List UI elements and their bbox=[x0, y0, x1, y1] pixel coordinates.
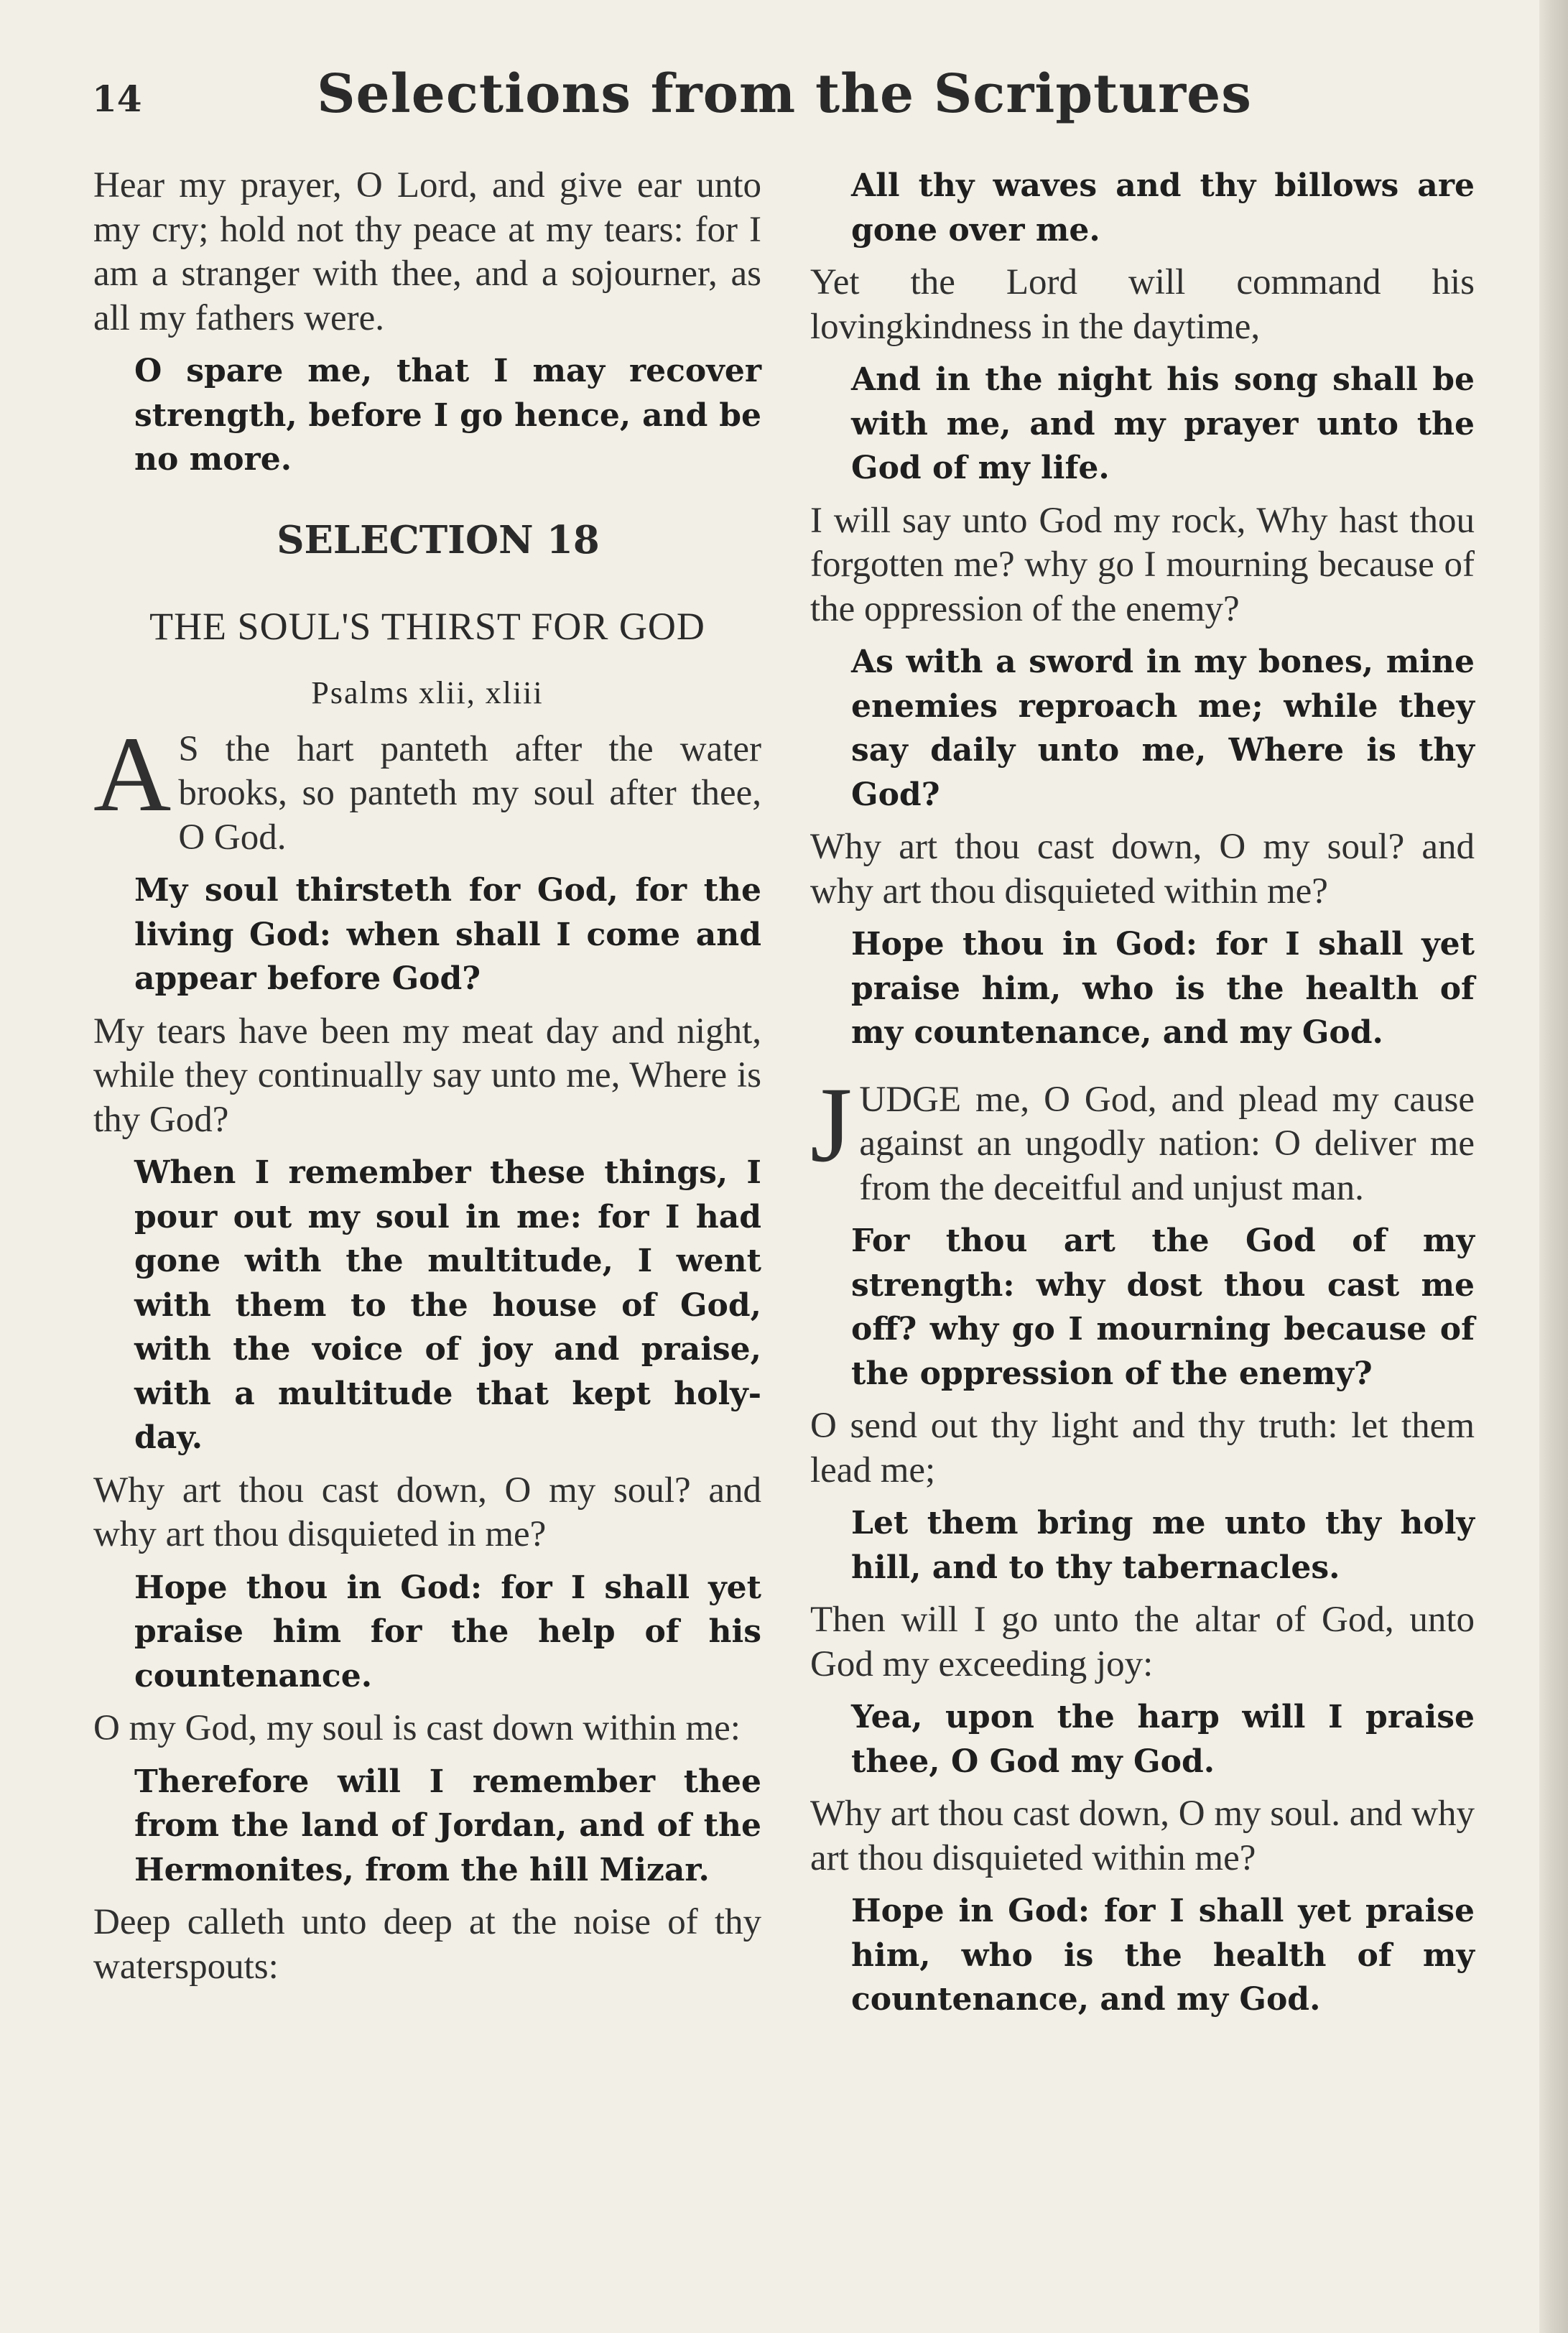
verse-plain: Yet the Lord will command his lovingkindness in the daytime, bbox=[810, 262, 1475, 347]
verse-response: Hope in God: for I shall yet praise him, who is the health of my countenance, and my God. bbox=[851, 1893, 1475, 2018]
verse-opening bbox=[810, 1065, 1475, 1211]
verse-plain: O my God, my soul is cast down within me: bbox=[93, 1708, 741, 1748]
verse-plain: Why art thou cast down, O my soul? and why art thou disquieted within me? bbox=[810, 827, 1475, 912]
verse-opening bbox=[93, 714, 761, 861]
selection-heading: SELECTION 18 bbox=[277, 517, 600, 562]
left-column bbox=[93, 164, 761, 1998]
verse-plain: Why art thou cast down, O my soul? and why art thou disquieted in me? bbox=[93, 1470, 761, 1554]
right-column bbox=[810, 164, 1475, 2031]
verse-plain: My tears have been my meat day and night, while they continually say unto me, Where is thy God? bbox=[93, 1011, 761, 1140]
verse-response: Hope thou in God: for I shall yet praise him for the help of his countenance. bbox=[134, 1569, 761, 1694]
verse-opening-text: S the hart panteth after the water brooks, so panteth my soul after thee, O God. bbox=[178, 728, 761, 858]
selection-subtitle: THE SOUL'S THIRST FOR GOD bbox=[149, 604, 705, 648]
page-header bbox=[92, 63, 1477, 142]
verse-plain: Deep calleth unto deep at the noise of thy waterspouts: bbox=[93, 1902, 761, 1987]
verse-response: Hope thou in God: for I shall yet praise him, who is the health of my countenance, and my God. bbox=[851, 926, 1475, 1051]
verse-plain: O send out thy light and thy truth: let them lead me; bbox=[810, 1406, 1475, 1490]
verse-response: Let them bring me unto thy holy hill, and to thy tabernacles. bbox=[851, 1505, 1475, 1586]
page-number: 14 bbox=[92, 78, 142, 120]
page-edge bbox=[1539, 0, 1568, 2333]
verse-response: For thou art the God of my strength: why dost thou cast me off? why go I mourning because of the oppression of the enemy? bbox=[851, 1223, 1475, 1392]
verse-plain: Why art thou cast down, O my soul. and why art thou disquieted within me? bbox=[810, 1794, 1475, 1878]
verse-response: As with a sword in my bones, mine enemies reproach me; while they say daily unto me, Where is thy God? bbox=[851, 644, 1475, 813]
verse-response: O spare me, that I may recover strength, before I go hence, and be no more. bbox=[134, 353, 761, 478]
verse-plain: I will say unto God my rock, Why hast thou forgotten me? why go I mourning because of the oppression of the enemy? bbox=[810, 500, 1475, 629]
verse-plain: Then will I go unto the altar of God, unto God my exceeding joy: bbox=[810, 1600, 1475, 1684]
drop-cap: J bbox=[810, 1065, 853, 1184]
running-title: Selections from the Scriptures bbox=[317, 63, 1252, 125]
verse-response: Therefore will I remember thee from the land of Jordan, and of the Hermonites, from the hill Mizar. bbox=[134, 1763, 761, 1888]
verse-response: Yea, upon the harp will I praise thee, O God my God. bbox=[851, 1699, 1475, 1780]
verse-plain: Hear my prayer, O Lord, and give ear unto my cry; hold not thy peace at my tears: for I am a stranger with thee, and a sojourner, as all my fathers were. bbox=[93, 165, 761, 338]
verse-opening-text: UDGE me, O God, and plead my cause against an ungodly nation: O deliver me from the deceitful and unjust man. bbox=[859, 1079, 1475, 1208]
verse-response: My soul thirsteth for God, for the living God: when shall I come and appear before God? bbox=[134, 872, 761, 997]
verse-response: All thy waves and thy billows are gone over me. bbox=[851, 167, 1475, 249]
verse-response: And in the night his song shall be with me, and my prayer unto the God of my life. bbox=[851, 361, 1475, 486]
drop-cap: A bbox=[93, 714, 172, 834]
selection-reference: Psalms xlii, xliii bbox=[311, 674, 544, 710]
verse-response: When I remember these things, I pour out my soul in me: for I had gone with the multitude, I went with them to the house of God, with the voice of joy and praise, with a multitude that kept holy-day. bbox=[134, 1154, 761, 1456]
